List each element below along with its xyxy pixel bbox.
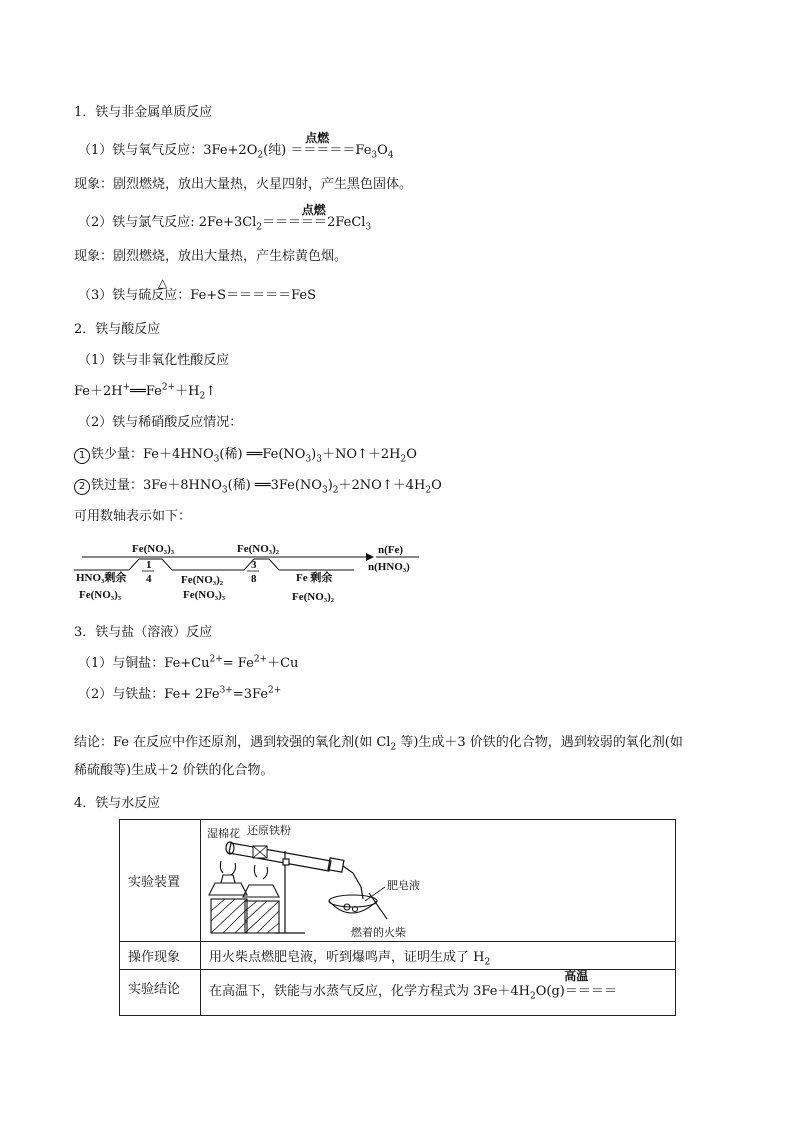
section-2-title: 2．铁与酸反应 [74,322,161,337]
alcohol-lamp-right [243,865,279,933]
section-4-title: 4．铁与水反应 [74,796,161,811]
circled-number: 2 [74,479,90,495]
phenomenon-1: 现象：剧烈燃烧，放出大量热，火星四射，产生黑色固体。 [74,177,413,192]
label-iron-powder: 还原铁粉 [247,823,291,837]
equation-fe-little: 1 铁少量：$Fe+4HNO_3$(稀) $══Fe(NO_3)_3+NO↑+2H_2O$ [74,446,417,464]
apparatus-figure [201,821,671,941]
section-1-title: 1．铁与非金属单质反应 [74,105,213,120]
section-3-title: 3．铁与盐（溶液）反应 [74,625,213,640]
frac-1-den: 4 [146,573,152,585]
axis-top-label-2: Fe(NO₃)₂ [237,543,280,555]
phenomenon-2: 现象：剧烈燃烧，放出大量热，产生棕黄色烟。 [74,249,348,264]
axis-bracket-right [222,559,354,570]
region-2-line-1: Fe(NO₃)₂ [181,574,224,586]
number-axis-diagram [74,537,434,607]
frac-2-den: 8 [251,573,257,585]
region-1-line-1: HNO₃剩余 [76,572,127,584]
region-3-line-2: Fe(NO₃)₂ [292,591,335,603]
axis-arrow [366,553,374,561]
subsection-dilute-nitric: （2）铁与稀硝酸反应情况： [78,415,243,430]
equation-copper-salt: （1）与铜盐：$Fe+Cu^{2+}= Fe^{2+}+Cu$ [78,654,299,671]
equation-fe-h: $Fe+2H^+══Fe^{2+}+H_2↑$ [74,382,217,402]
row-label-conclusion: 实验结论 [120,970,201,1016]
conclusion-cell: 在高温下，铁能与水蒸气反应，化学方程式为 $3Fe+4H_2$ 高温 O(g)＝＝＝＝ [201,970,676,1016]
alcohol-lamp-left [209,861,247,933]
phenomenon-cell: 用火柴点燃肥皂液，听到爆鸣声，证明生成了 $H_2$ [201,942,676,970]
experiment-table [119,819,676,1016]
axis-top-label-1: Fe(NO₃)₃ [132,543,175,555]
subsection-nonoxidizing-acid: （1）铁与非氧化性酸反应 [78,353,230,368]
equation-fe-excess: 2 铁过量：$3Fe+8HNO_3$(稀) $══3Fe(NO_3)_2+2NO↑+4H_2O$ [74,477,442,495]
frac-2-num: 3 [251,559,257,571]
label-wet-cotton: 湿棉花 [207,826,240,840]
soap-basin [329,887,387,919]
row-label-apparatus: 实验装置 [120,820,201,942]
conclusion-line-2: 稀硫酸等)生成＋2 价铁的化合物。 [74,763,274,778]
circled-number: 1 [74,448,90,464]
table-row [120,970,676,1016]
ratio-numerator: n(Fe) [378,544,404,556]
region-1-line-2: Fe(NO₃)₃ [79,589,122,601]
reaction-fe-cl2: （2）铁与氯气反应: $2Fe+3Cl_2$ 点燃 ＝＝＝＝＝2FeCl$_3$ [78,203,372,233]
reaction-fe-s [78,276,316,305]
equation-iron-salt: （2）与铁盐：$Fe+ 2Fe^{3+}=3Fe^{2+}$ [78,685,282,702]
row-label-phenomenon: 操作现象 [120,942,201,970]
conclusion-line-1: 结论：Fe 在反应中作还原剂，遇到较强的氧化剂(如 $Cl_2$ 等)生成＋3 价铁的化合物，遇到较弱的氧化剂(如 [74,735,683,753]
condition-heat: △ （3）铁与硫反应：Fe+S＝＝＝＝＝FeS [78,276,316,303]
condition-ignite-2: 点燃 ＝＝＝＝＝2FeCl [262,203,366,230]
region-3-line-1: Fe 剩余 [296,572,333,584]
table-row [120,820,676,942]
region-2-line-2: Fe(NO₃)₃ [183,589,226,601]
axis-intro: 可用数轴表示如下： [74,509,192,524]
condition-high-temp: 高温 O(g)＝＝＝＝ [535,969,617,999]
label-soap-solution: 肥皂液 [387,878,420,892]
reaction-fe-o2: （1）铁与氧气反应：$3Fe+2O_2$ 点燃 (纯) $=====Fe_3O_4$ [78,131,394,161]
ratio-denominator: n(HNO₃) [368,561,410,573]
table-row [120,942,676,970]
apparatus-cell [201,820,676,942]
condition-ignite: 点燃 (纯) ＝＝＝＝＝Fe [263,131,372,158]
frac-1-num: 1 [146,559,152,571]
label-burning-match: 燃着的火柴 [351,925,406,939]
